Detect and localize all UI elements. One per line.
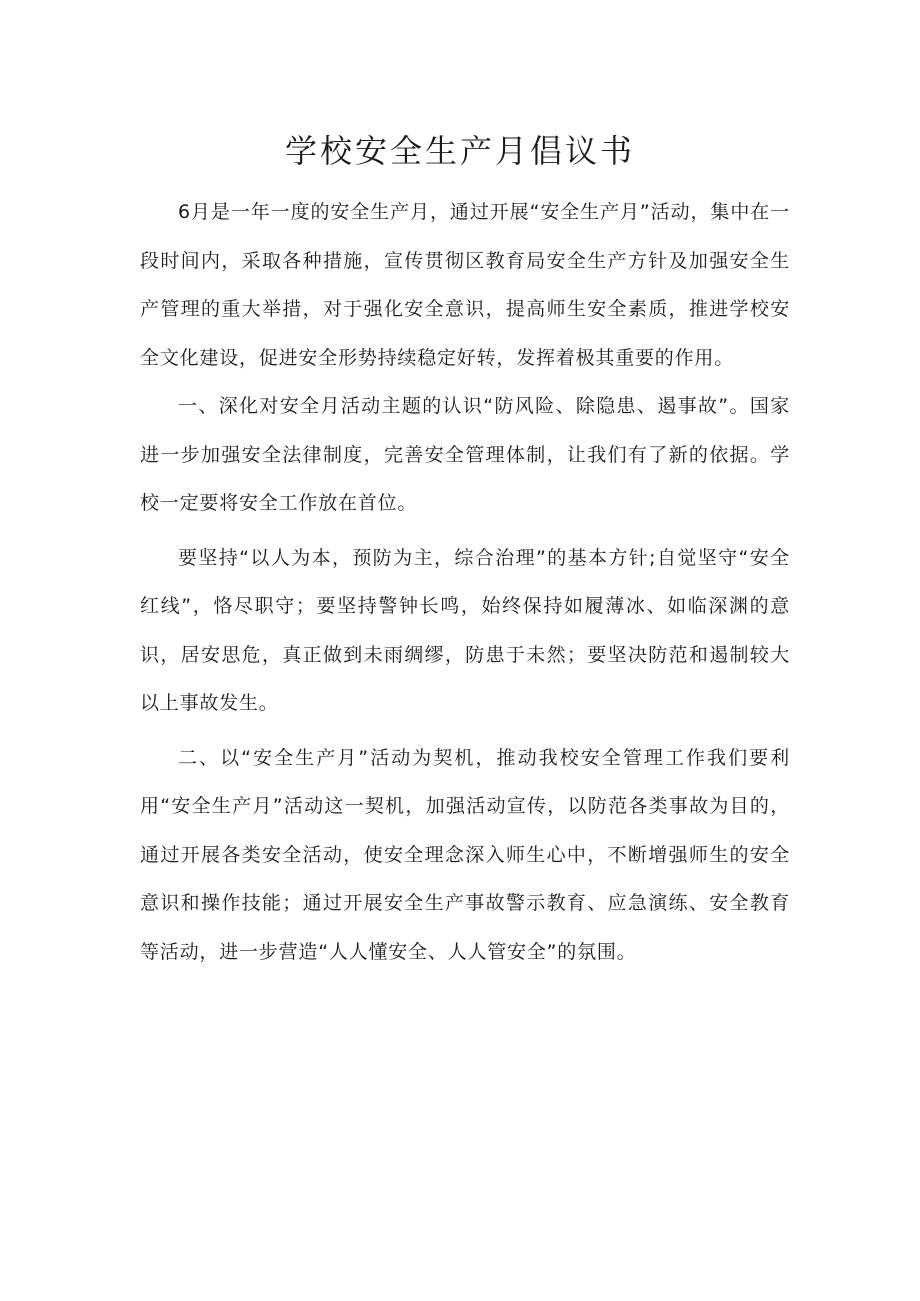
paragraph-intro: 6月是一年一度的安全生产月，通过开展“安全生产月”活动，集中在一段时间内，采取各种措施，宣传贯彻区教育局安全生产方针及加强安全生产管理的重大举措，对于强化安全意识，提高师生安全素质，推进学校安全文化建设，促进安全形势持续稳定好转，发挥着极其重要的作用。 (140, 201, 790, 369)
document-title: 学校安全生产月倡议书 (284, 132, 635, 170)
paragraph-principles: 要坚持“以人为本，预防为主，综合治理”的基本方针;自觉坚守“安全红线”，恪尽职守；要坚持警钟长鸣，始终保持如履薄冰、如临深渊的意识，居安思危，真正做到未雨绸缪，防患于未然；要坚决防范和遏制较大以上事故发生。 (140, 546, 790, 714)
document-body (140, 188, 790, 976)
paragraph-section-two: 二、以“安全生产月”活动为契机，推动我校安全管理工作我们要利用“安全生产月”活动这一契机，加强活动宣传，以防范各类事故为目的，通过开展各类安全活动，使安全理念深入师生心中，不断增强师生的安全意识和操作技能；通过开展安全生产事故警示教育、应急演练、安全教育等活动，进一步营造“人人懂安全、人人管安全”的氛围。 (140, 746, 790, 963)
paragraph-section-one: 一、深化对安全月活动主题的认识“防风险、除隐患、遏事故”。国家进一步加强安全法律制度，完善安全管理体制，让我们有了新的依据。学校一定要将安全工作放在首位。 (140, 395, 790, 514)
